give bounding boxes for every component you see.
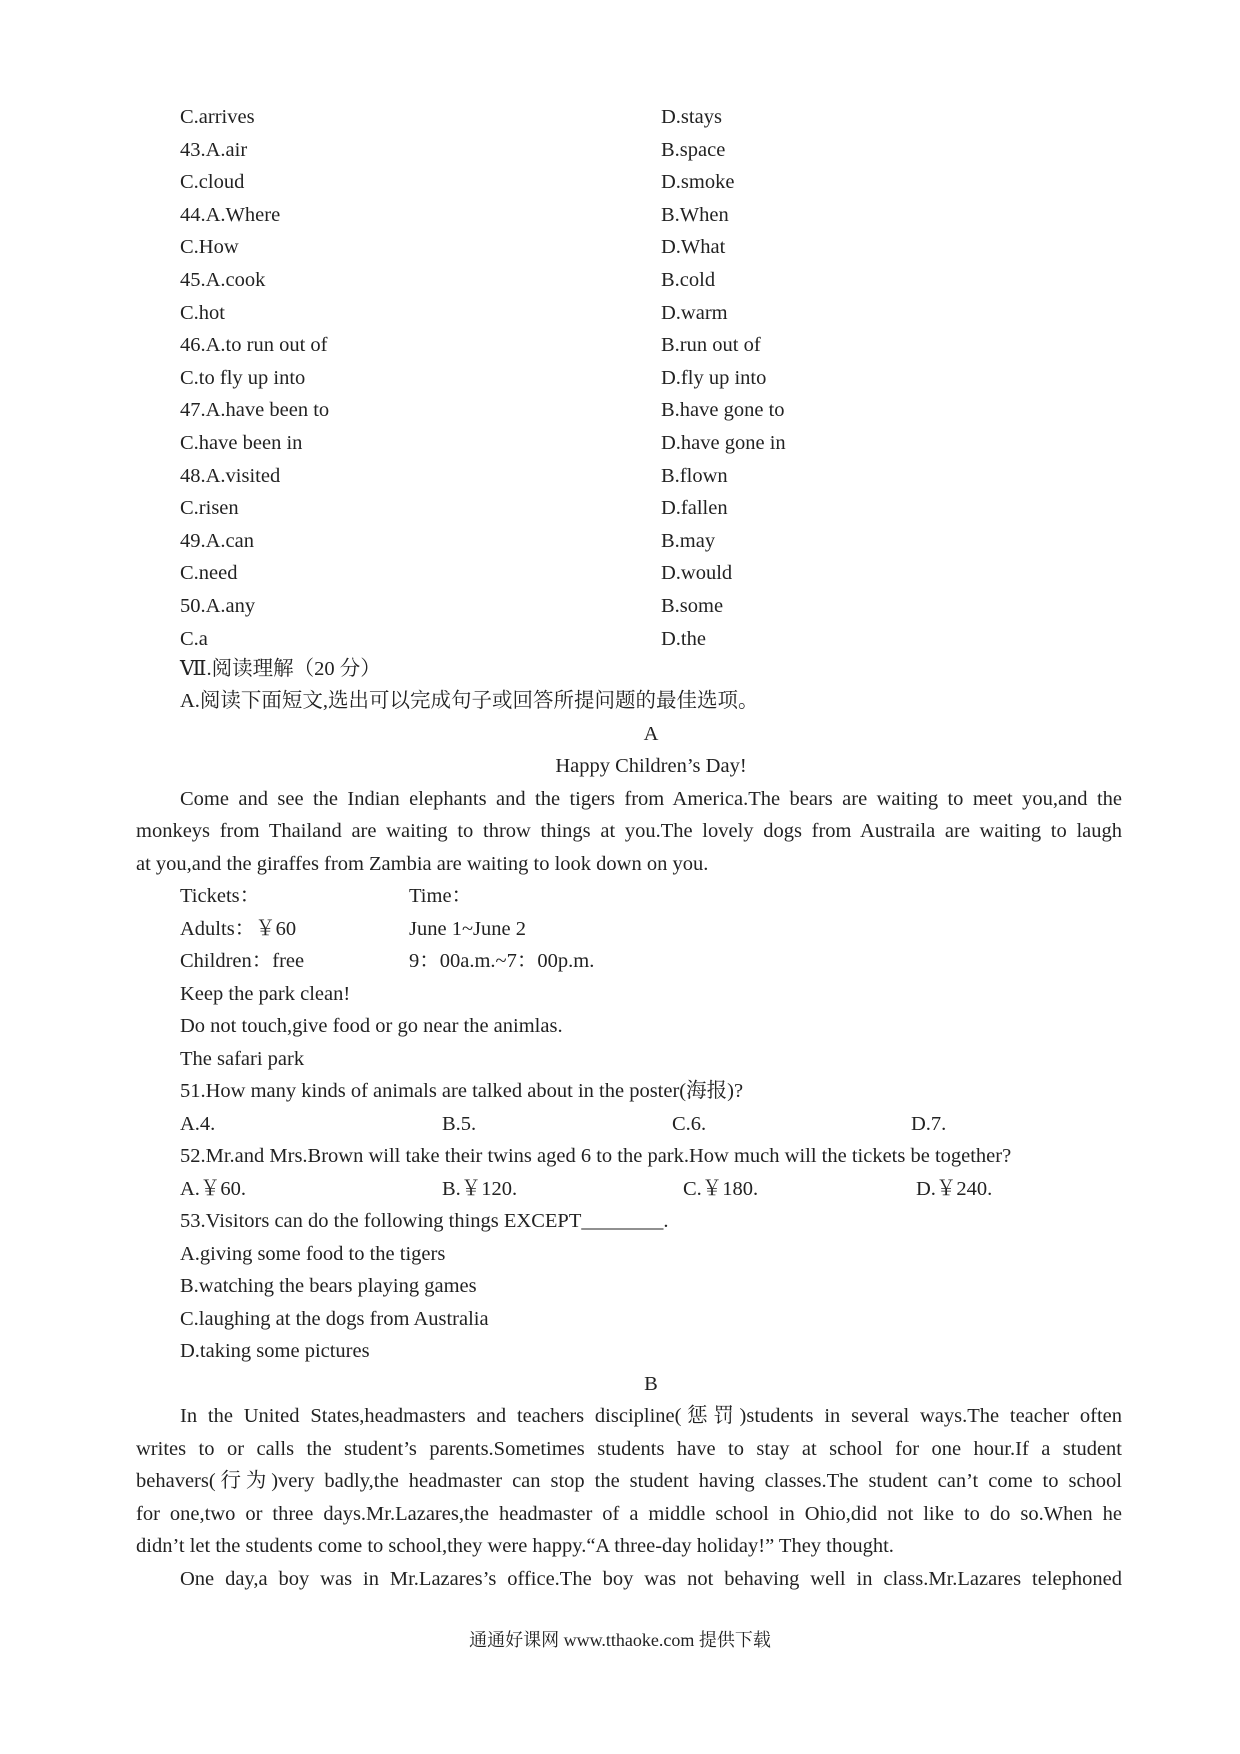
option-left: C.cloud (180, 171, 245, 194)
q53-option-a: A.giving some food to the tigers (180, 1243, 446, 1265)
passage-b-label: B (644, 1373, 658, 1395)
q51-stem: 51.How many kinds of animals are talked about in the poster(海报)? (180, 1080, 744, 1102)
q51-option-c: C.6. (672, 1113, 707, 1135)
passage-b-line-4: for one,two or three days.Mr.Lazares,the headmaster of a middle school in Ohio,did not like to do so.When he (136, 1503, 1122, 1525)
option-right: D.the (661, 627, 706, 650)
time-label: Time： (409, 885, 473, 907)
q53-stem: 53.Visitors can do the following things EXCEPT________. (180, 1210, 669, 1232)
option-left: C.hot (180, 301, 225, 324)
option-left: 45.A.cook (180, 269, 266, 291)
option-left: 48.A.visited (180, 464, 281, 487)
section-instruction: A.阅读下面短文,选出可以完成句子或回答所提问题的最佳选项。 (180, 690, 759, 712)
option-left: 43.A.air (180, 138, 248, 161)
q53-option-d: D.taking some pictures (180, 1340, 370, 1362)
option-left: 44.A.Where (180, 203, 281, 226)
q51-option-a: A.4. (180, 1113, 216, 1135)
option-left: 46.A.to run out of (180, 334, 328, 357)
q52-option-c: C.￥180. (683, 1178, 759, 1200)
option-left: 47.A.have been to (180, 399, 330, 422)
option-right: B.have gone to (661, 399, 785, 422)
q52-option-b: B.￥120. (442, 1178, 518, 1200)
option-right: D.would (661, 562, 733, 585)
passage-a-line-2: monkeys from Thailand are waiting to throw things at you.The lovely dogs from Austraila are waiting to laugh (136, 820, 1122, 842)
option-left: C.How (180, 236, 239, 259)
passage-b-line-2: writes to or calls the student’s parents.Sometimes students have to stay at school for one hour.If a student (136, 1438, 1122, 1460)
note-do-not-touch: Do not touch,give food or go near the animlas. (180, 1015, 563, 1037)
option-right: D.What (661, 236, 726, 259)
q52-stem: 52.Mr.and Mrs.Brown will take their twins aged 6 to the park.How much will the tickets be together? (180, 1145, 1012, 1167)
page-footer: 通通好课网 www.tthaoke.com 提供下载 (469, 1630, 771, 1650)
option-left: 49.A.can (180, 529, 255, 552)
passage-a-label: A (643, 723, 659, 745)
passage-a-line-3: at you,and the giraffes from Zambia are waiting to look down on you. (136, 853, 709, 875)
option-left: C.need (180, 562, 238, 585)
opening-hours: 9：00a.m.~7：00p.m. (409, 950, 595, 972)
option-right: D.stays (661, 106, 722, 128)
note-park-name: The safari park (180, 1048, 305, 1070)
option-right: B.run out of (661, 334, 761, 357)
q53-option-c: C.laughing at the dogs from Australia (180, 1308, 489, 1330)
section-title: Ⅶ.阅读理解（20 分） (180, 658, 381, 680)
option-right: B.When (661, 203, 729, 226)
q53-option-b: B.watching the bears playing games (180, 1275, 477, 1297)
option-right: B.some (661, 595, 724, 617)
note-keep-clean: Keep the park clean! (180, 983, 351, 1005)
option-right: B.space (661, 138, 726, 161)
q51-option-b: B.5. (442, 1113, 477, 1135)
option-left: C.have been in (180, 432, 303, 454)
passage-a-line-1: Come and see the Indian elephants and the tigers from America.The bears are waiting to meet you,and the (180, 788, 1122, 810)
option-right: D.fly up into (661, 366, 767, 389)
dates: June 1~June 2 (409, 918, 526, 940)
option-right: B.cold (661, 269, 716, 291)
passage-a-title: Happy Children’s Day! (555, 755, 747, 777)
option-right: D.have gone in (661, 432, 786, 454)
option-left: C.risen (180, 497, 239, 520)
passage-b-line-5: didn’t let the students come to school,they were happy.“A three-day holiday!” They thought. (136, 1535, 894, 1557)
option-left: C.a (180, 627, 208, 650)
children-price: Children：free (180, 950, 305, 972)
passage-b-line-1: In the United States,headmasters and teachers discipline(惩罚)students in several ways.The teacher often (180, 1405, 1122, 1427)
option-right: D.warm (661, 301, 728, 324)
passage-b-paragraph-2: One day,a boy was in Mr.Lazares’s office.The boy was not behaving well in class.Mr.Lazares telephoned (180, 1568, 1122, 1590)
option-right: D.fallen (661, 497, 728, 520)
q51-option-d: D.7. (911, 1113, 947, 1135)
passage-b-line-3: behavers(行为)very badly,the headmaster can stop the student having classes.The student can’t come to school (136, 1470, 1122, 1492)
adults-price: Adults：￥60 (180, 918, 297, 940)
tickets-label: Tickets： (180, 885, 261, 907)
option-right: D.smoke (661, 171, 735, 194)
q52-option-a: A.￥60. (180, 1178, 247, 1200)
option-left: C.arrives (180, 106, 255, 128)
option-left: 50.A.any (180, 595, 256, 617)
option-left: C.to fly up into (180, 366, 306, 389)
option-right: B.flown (661, 464, 728, 487)
option-right: B.may (661, 529, 716, 552)
q52-option-d: D.￥240. (916, 1178, 993, 1200)
